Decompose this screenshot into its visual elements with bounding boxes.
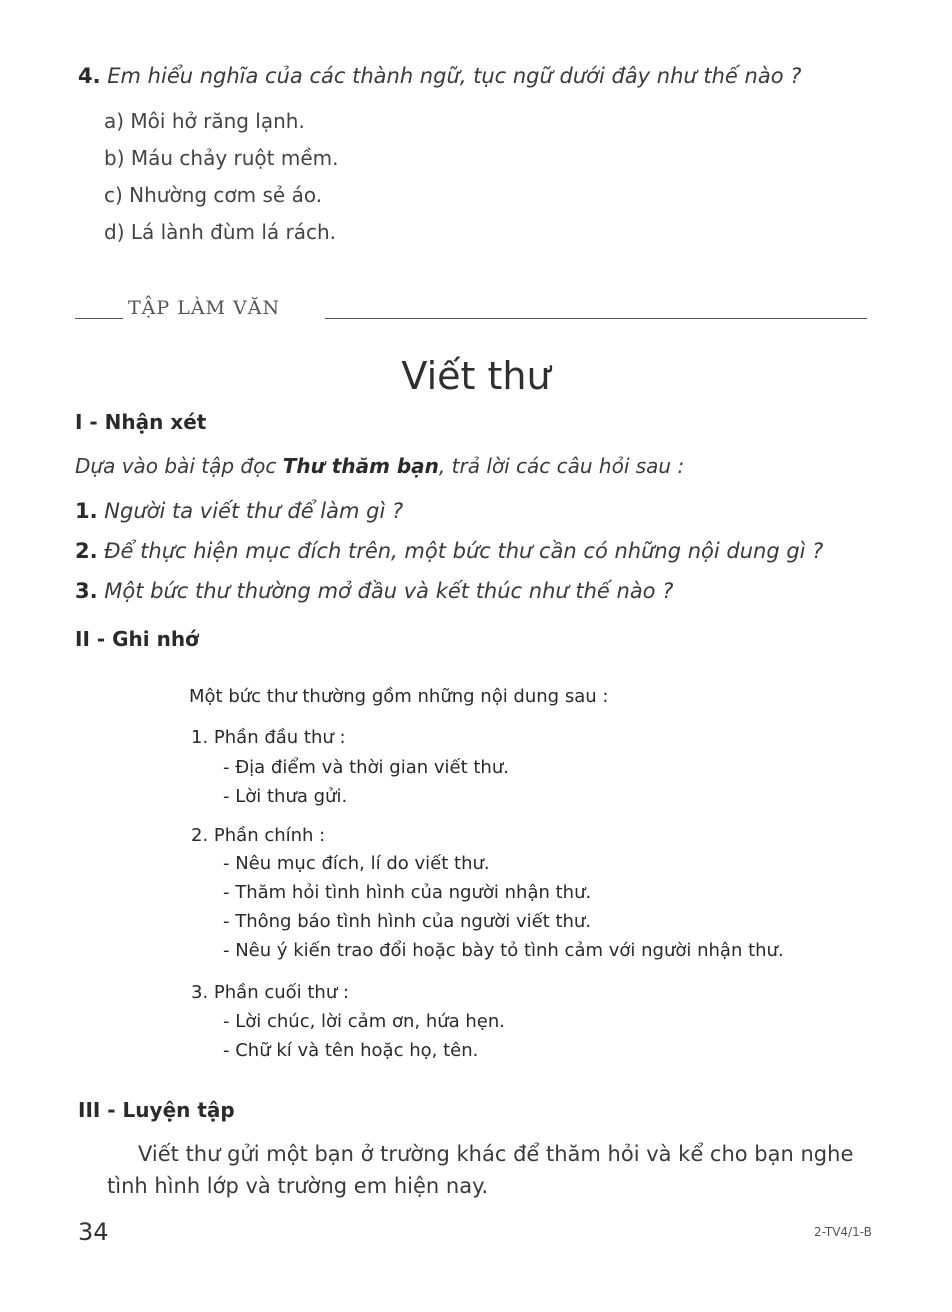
- heading-ghi-nho: II - Ghi nhớ: [75, 627, 199, 651]
- heading-luyen-tap: III - Luyện tập: [78, 1098, 235, 1122]
- memo-item: - Thăm hỏi tình hình của người nhận thư.: [223, 882, 592, 903]
- heading-nhan-xet: I - Nhận xét: [75, 410, 207, 434]
- question-4-number: 4.: [78, 64, 101, 88]
- part1-intro-pre: Dựa vào bài tập đọc: [75, 454, 283, 478]
- option-d: d) Lá lành đùm lá rách.: [104, 220, 337, 244]
- memo-item: - Nêu mục đích, lí do viết thư.: [223, 853, 490, 874]
- memo-item: - Lời chúc, lời cảm ơn, hứa hẹn.: [223, 1011, 505, 1032]
- practice-line-1: Viết thư gửi một bạn ở trường khác để thăm hỏi và kể cho bạn nghe: [138, 1142, 854, 1166]
- option-b: b) Máu chảy ruột mềm.: [104, 146, 339, 170]
- part1-intro: [75, 454, 684, 478]
- practice-line-2: tình hình lớp và trường em hiện nay.: [107, 1174, 489, 1198]
- section-divider-left: [75, 318, 123, 319]
- part1-question-text: Để thực hiện mục đích trên, một bức thư cần có những nội dung gì ?: [104, 539, 824, 563]
- section-title: TẬP LÀM VĂN: [128, 297, 281, 319]
- part1-question: [75, 579, 673, 603]
- option-c: c) Nhường cơm sẻ áo.: [104, 183, 323, 207]
- memo-item: - Địa điểm và thời gian viết thư.: [223, 757, 509, 778]
- memo-item: - Nêu ý kiến trao đổi hoặc bày tỏ tình cảm với người nhận thư.: [223, 940, 784, 961]
- memo-section-title: 3. Phần cuối thư :: [191, 982, 350, 1003]
- part1-question-text: Người ta viết thư để làm gì ?: [104, 499, 404, 523]
- part1-question-number: 1.: [75, 499, 98, 523]
- part1-intro-post: , trả lời các câu hỏi sau :: [438, 454, 685, 478]
- part1-question-number: 3.: [75, 579, 98, 603]
- part1-intro-bold: Thư thăm bạn: [282, 454, 439, 478]
- lesson-title: Viết thư: [401, 354, 551, 398]
- part1-question-text: Một bức thư thường mở đầu và kết thúc như thế nào ?: [104, 579, 674, 603]
- question-4-text: Em hiểu nghĩa của các thành ngữ, tục ngữ dưới đây như thế nào ?: [107, 64, 802, 88]
- memo-intro: Một bức thư thường gồm những nội dung sau :: [189, 686, 609, 707]
- page-number: 34: [78, 1218, 109, 1246]
- option-a: a) Môi hở răng lạnh.: [104, 109, 305, 133]
- print-code: 2-TV4/1-B: [814, 1225, 872, 1239]
- memo-item: - Thông báo tình hình của người viết thư.: [223, 911, 592, 932]
- question-4: [78, 64, 801, 88]
- part1-question: [75, 499, 403, 523]
- part1-question: [75, 539, 823, 563]
- memo-item: - Chữ kí và tên hoặc họ, tên.: [223, 1040, 479, 1061]
- memo-item: - Lời thưa gửi.: [223, 786, 348, 807]
- part1-question-number: 2.: [75, 539, 98, 563]
- section-divider-right: [325, 318, 867, 319]
- memo-section-title: 2. Phần chính :: [191, 825, 326, 846]
- memo-section-title: 1. Phần đầu thư :: [191, 727, 346, 748]
